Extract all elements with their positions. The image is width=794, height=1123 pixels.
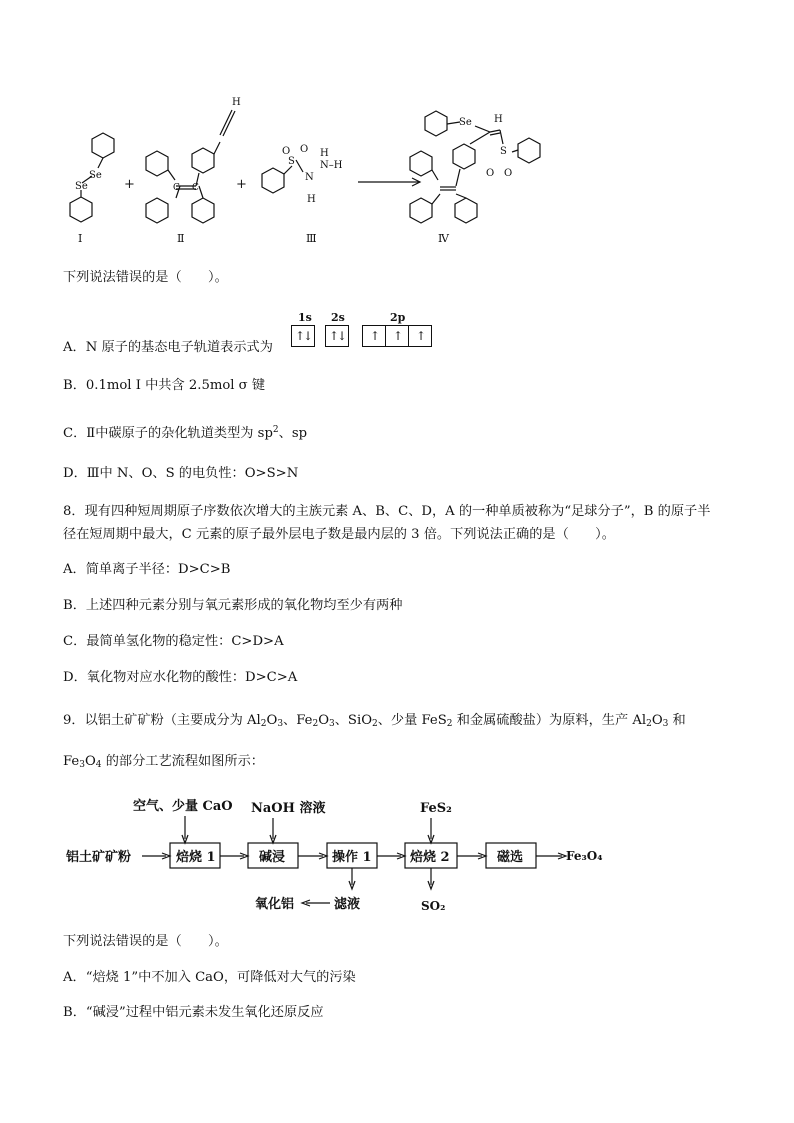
q9-stem-start: 9．以铝土矿矿粉（主要成分为 Al (63, 713, 261, 728)
compound-II-structure (146, 110, 235, 223)
q8-option-a: A．简单离子半径：D>C>B (63, 562, 231, 577)
atom-o-III-2: O (300, 144, 309, 155)
q7-option-c-sup: 2 (272, 425, 279, 435)
flow-alumina: 氧化铝 (255, 897, 295, 912)
q7-stem: 下列说法错误的是（ ）。 (63, 270, 228, 285)
q9-stem-line1: 9．以铝土矿矿粉（主要成分为 $Al_2O_3$、$Fe_2O_3$、SiO$_2$、少量 FeS$_2$ 和金属硫酸盐）为原料，生产 $Al_2O_3$ 和 (63, 713, 686, 729)
q7-option-c (63, 420, 307, 444)
flow-product-fe3o4: Fe₃O₄ (566, 849, 603, 863)
orbital-2p-arrow-2: ↑ (386, 326, 409, 346)
atom-h-IV: H (494, 114, 503, 125)
flow-start-ore: 铝土矿矿粉 (66, 850, 132, 865)
q8-option-b: B．上述四种元素分别与氧元素形成的氧化物均至少有两种 (63, 598, 403, 613)
orbital-label-2p: 2p (390, 311, 406, 324)
flow-box-roast1: 焙烧 1 (176, 850, 216, 865)
compound-IV-structure (410, 111, 540, 223)
flow-box-operation1: 操作 1 (332, 850, 372, 865)
orbital-2s-arrows: ↑↓ (328, 329, 346, 343)
atom-o-III-1: O (282, 146, 291, 157)
q7-option-d: D．Ⅲ中 N、O、S 的电负性：O>S>N (63, 466, 299, 481)
atom-h-III-1: H (320, 148, 329, 159)
q9-stem-line2-end: 的部分工艺流程如图所示： (105, 754, 264, 769)
atom-s-III: S (288, 156, 295, 167)
plus-2: + (236, 177, 247, 192)
flow-filtrate: 滤液 (334, 897, 361, 912)
compound-III-structure (262, 160, 303, 193)
flow-input-naoh: NaOH 溶液 (251, 801, 326, 816)
orbital-label-1s: 1s (298, 311, 312, 324)
orbital-2p-arrow-3: ↑ (415, 329, 425, 343)
orbital-box-2p (362, 325, 432, 347)
orbital-box-1s (291, 325, 315, 347)
reaction-scheme (0, 0, 794, 260)
atom-h-III-2: H (307, 194, 316, 205)
label-IV: Ⅳ (438, 232, 449, 245)
atom-o-IV-2: O (504, 168, 513, 179)
atom-nh-III: N–H (320, 160, 343, 171)
q8-option-d: D．氧化物对应水化物的酸性：D>C>A (63, 670, 298, 685)
atom-c-left: C (173, 183, 180, 193)
flow-box-magnetic: 磁选 (497, 850, 524, 865)
atom-o-IV-1: O (486, 168, 495, 179)
q8-option-c: C．最简单氢化物的稳定性：C>D>A (63, 634, 284, 649)
orbital-2p-arrow-1: ↑ (363, 326, 386, 346)
atom-c-right: C (192, 183, 199, 193)
orbital-1s-arrows: ↑↓ (294, 329, 312, 343)
atom-n-III-1: N (305, 172, 314, 183)
flow-so2: SO₂ (421, 899, 446, 913)
atom-se-1: Se (89, 170, 102, 181)
atom-se-IV: Se (459, 117, 472, 128)
process-flow-diagram (0, 788, 794, 928)
label-III: Ⅲ (306, 232, 317, 245)
q9-question-stem: 下列说法错误的是（ ）。 (63, 934, 228, 949)
atom-se-2: Se (75, 181, 88, 192)
flow-input-fes2: FeS₂ (420, 801, 452, 816)
atom-h-alkyne: H (232, 97, 241, 108)
flow-input-air-cao: 空气、少量 CaO (133, 799, 233, 814)
orbital-box-2s (325, 325, 349, 347)
atom-s-IV: S (500, 146, 507, 157)
label-I: Ⅰ (78, 232, 83, 245)
q7-option-b: B．0.1mol I 中共含 2.5mol σ 键 (63, 378, 266, 393)
q9-stem-line2: $Fe_3O_4$ 的部分工艺流程如图所示： (63, 754, 264, 770)
flow-box-alkali-leach: 碱浸 (259, 850, 286, 865)
q7-option-a: A．N 原子的基态电子轨道表示式为 (63, 340, 273, 355)
q8-stem: 8．现有四种短周期原子序数依次增大的主族元素 A、B、C、D，A 的一种单质被称为“足球分子”，B 的原子半径在短周期中最大，C 元素的原子最外层电子数是最内层的 3 倍。下列说法正确的是（ ）。 (63, 504, 711, 542)
q9-option-a: A．“焙烧 1”中不加入 CaO，可降低对大气的污染 (63, 970, 356, 985)
label-II: Ⅱ (177, 232, 185, 245)
plus-1: + (124, 177, 135, 192)
orbital-label-2s: 2s (331, 311, 345, 324)
q9-option-b: B．“碱浸”过程中铝元素未发生氧化还原反应 (63, 1005, 324, 1020)
flow-box-roast2: 焙烧 2 (410, 850, 450, 865)
q7-option-c-main: C．Ⅱ中碳原子的杂化轨道类型为 sp (63, 426, 273, 441)
q7-option-c-tail: 、sp (278, 426, 308, 441)
